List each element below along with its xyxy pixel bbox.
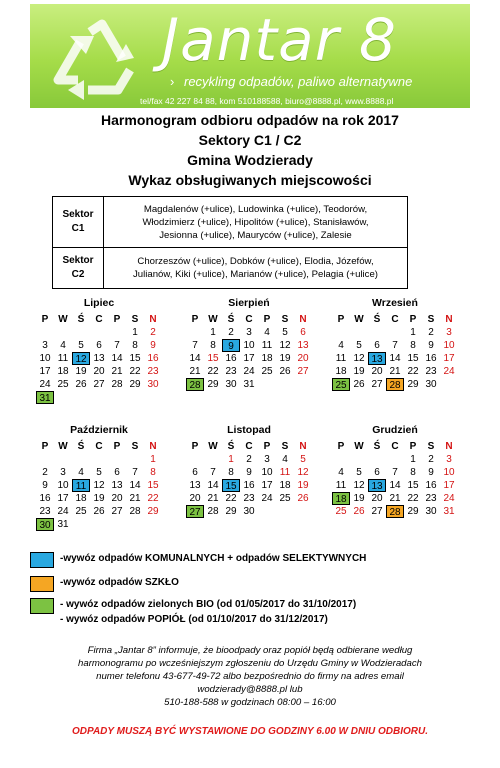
weekday-header: P (263, 441, 271, 452)
calendar-day: 25 (279, 493, 291, 504)
calendar-day: 26 (297, 493, 309, 504)
calendar-day: 15 (222, 479, 240, 492)
calendar-day: 30 (243, 506, 255, 517)
calendar-day: 7 (192, 340, 198, 351)
calendar-day: 18 (75, 493, 87, 504)
calendar-day: 11 (335, 353, 347, 364)
calendar-day: 21 (189, 366, 201, 377)
calendar-day: 16 (39, 493, 51, 504)
calendar-day: 30 (225, 379, 237, 390)
calendar-day: 9 (150, 340, 156, 351)
empty-cell (186, 453, 204, 466)
weekday-header: S (131, 314, 139, 325)
empty-cell (368, 326, 386, 339)
calendar-day: 19 (297, 480, 309, 491)
calendar-day: 27 (111, 506, 123, 517)
calendar-day: 26 (279, 366, 291, 377)
weekday-header: C (245, 441, 253, 452)
calendar-day: 27 (371, 506, 383, 517)
calendar-day: 16 (425, 353, 437, 364)
calendar-day: 21 (389, 493, 401, 504)
weekday-header: C (391, 441, 399, 452)
empty-cell (90, 326, 108, 339)
calendar-day: 2 (150, 327, 156, 338)
calendar-day: 17 (243, 353, 255, 364)
legend-swatch-blue (30, 552, 54, 568)
calendar-day: 5 (356, 467, 362, 478)
weekday-header: C (245, 314, 253, 325)
calendar-day: 15 (207, 353, 219, 364)
calendar-day: 31 (57, 519, 69, 530)
calendar-day: 24 (57, 506, 69, 517)
weekday-header: P (409, 314, 417, 325)
calendar-day: 22 (207, 366, 219, 377)
weekday-header: N (299, 314, 307, 325)
calendar-day: 22 (407, 366, 419, 377)
calendar-day: 13 (111, 480, 123, 491)
calendar-day: 25 (332, 378, 350, 391)
empty-cell (36, 453, 54, 466)
calendar-day: 5 (356, 340, 362, 351)
empty-cell (186, 326, 204, 339)
calendar-day: 18 (57, 366, 69, 377)
calendar-day: 14 (389, 353, 401, 364)
calendar-day: 19 (93, 493, 105, 504)
calendar-day: 28 (129, 506, 141, 517)
calendar-day: 3 (446, 454, 452, 465)
weekday-header: S (427, 314, 435, 325)
calendar-day: 22 (407, 493, 419, 504)
calendar-day: 8 (150, 467, 156, 478)
weekday-header: W (354, 314, 364, 325)
weekday-header: C (95, 314, 103, 325)
calendar-day: 2 (428, 454, 434, 465)
calendar-day: 10 (261, 467, 273, 478)
calendar-day: 22 (147, 493, 159, 504)
calendar-day: 16 (225, 353, 237, 364)
weekday-header: P (41, 441, 49, 452)
calendar-day: 6 (300, 327, 306, 338)
calendar-day: 19 (353, 366, 365, 377)
weekday-header: Ś (373, 314, 381, 325)
calendar-day: 27 (186, 505, 204, 518)
empty-cell (368, 453, 386, 466)
page-title: Harmonogram odbioru odpadów na rok 2017 (101, 112, 399, 128)
calendar-day: 7 (210, 467, 216, 478)
month-calendar-july (36, 297, 162, 404)
warning-text: ODPADY MUSZĄ BYĆ WYSTAWIONE DO GODZINY 6.00 W DNIU ODBIORU. (72, 726, 428, 737)
empty-cell (350, 453, 368, 466)
calendar-day: 19 (279, 353, 291, 364)
calendar-day: 9 (42, 480, 48, 491)
sectors-heading: Sektory C1 / C2 (198, 132, 302, 148)
calendar-day: 3 (60, 467, 66, 478)
weekday-header: P (113, 441, 121, 452)
calendar-day: 31 (243, 379, 255, 390)
calendar-day: 30 (147, 379, 159, 390)
brand-tagline: recykling odpadów, paliwo alternatywne (184, 74, 413, 89)
info-paragraph: Firma „Jantar 8” informuje, że bioodpady oraz popiół będą odbierane według harmonogramu po wcześniejszym zgłoszeniu do Urzędu Gminy w Wodzieradach numer telefonu 43-677-49-72 albo bezpośrednio do firmy na adres email wodzierady@8888.pl lub 510-188-588 w godzinach 08:00 – 16:00 (78, 645, 422, 708)
month-name: Sierpień (228, 297, 270, 309)
weekday-header: Ś (227, 314, 235, 325)
calendar-day: 16 (243, 480, 255, 491)
weekday-header: C (391, 314, 399, 325)
weekday-header: N (149, 314, 157, 325)
calendar-day: 27 (93, 379, 105, 390)
calendar-day: 3 (42, 340, 48, 351)
calendar-day: 23 (225, 366, 237, 377)
weekday-header: W (58, 314, 68, 325)
calendar-day: 14 (389, 480, 401, 491)
calendar-day: 23 (425, 493, 437, 504)
calendar-day: 3 (264, 454, 270, 465)
calendar-day: 6 (192, 467, 198, 478)
calendar-day: 1 (228, 454, 234, 465)
legend-swatch-green (30, 598, 54, 614)
calendar-day: 8 (210, 340, 216, 351)
calendar-day: 17 (57, 493, 69, 504)
calendar-day: 26 (75, 379, 87, 390)
month-calendar-december (332, 424, 458, 518)
month-name: Lipiec (83, 297, 115, 309)
calendar-day: 13 (368, 479, 386, 492)
weekday-header: S (281, 314, 289, 325)
calendar-day: 3 (246, 327, 252, 338)
weekday-header: S (281, 441, 289, 452)
calendar-day: 14 (129, 480, 141, 491)
calendar-day: 24 (443, 493, 455, 504)
weekday-header: P (41, 314, 49, 325)
day-grid (186, 313, 312, 391)
chevron-right-icon: › (170, 74, 175, 89)
weekday-header: Ś (77, 441, 85, 452)
calendar-day: 1 (132, 327, 138, 338)
calendar-day: 23 (39, 506, 51, 517)
calendar-day: 4 (282, 454, 288, 465)
calendar-day: 1 (410, 327, 416, 338)
calendar-day: 7 (114, 340, 120, 351)
calendar-day: 14 (207, 480, 219, 491)
sector-localities: Chorzeszów (+ulice), Dobków (+ulice), Elodia, Józefów, Julianów, Kiki (+ulice), Marianów (+ulice), Pelagia (+ulice) (104, 248, 408, 289)
calendar-day: 30 (425, 506, 437, 517)
calendar-day: 4 (338, 467, 344, 478)
calendar-day: 15 (147, 480, 159, 491)
localities-heading: Wykaz obsługiwanych miejscowości (128, 172, 372, 188)
calendar-day: 9 (428, 467, 434, 478)
calendar-day: 12 (279, 340, 291, 351)
calendar-day: 5 (78, 340, 84, 351)
calendar-day: 28 (386, 378, 404, 391)
header-banner (30, 4, 470, 108)
calendar-day: 18 (279, 480, 291, 491)
calendar-day: 11 (72, 479, 90, 492)
calendar-day: 2 (246, 454, 252, 465)
calendar-day: 9 (246, 467, 252, 478)
weekday-header: P (409, 441, 417, 452)
calendar-day: 12 (353, 480, 365, 491)
calendar-day: 21 (111, 366, 123, 377)
calendar-day: 9 (222, 339, 240, 352)
empty-cell (54, 453, 72, 466)
calendar-day: 10 (57, 480, 69, 491)
calendar-day: 28 (186, 378, 204, 391)
calendar-day: 28 (207, 506, 219, 517)
calendar-day: 16 (425, 480, 437, 491)
table-row (53, 248, 408, 289)
calendar-day: 27 (371, 379, 383, 390)
calendar-day: 15 (407, 480, 419, 491)
empty-cell (126, 453, 144, 466)
calendar-day: 2 (228, 327, 234, 338)
calendar-day: 10 (443, 467, 455, 478)
weekday-header: Ś (227, 441, 235, 452)
weekday-header: P (337, 314, 345, 325)
calendar-day: 20 (189, 493, 201, 504)
weekday-header: W (354, 441, 364, 452)
calendar-day: 12 (93, 480, 105, 491)
calendar-day: 29 (129, 379, 141, 390)
calendar-day: 31 (443, 506, 455, 517)
empty-cell (386, 453, 404, 466)
calendar-day: 26 (353, 379, 365, 390)
calendar-day: 24 (443, 366, 455, 377)
weekday-header: N (445, 441, 453, 452)
sector-label: Sektor C2 (53, 248, 104, 289)
calendar-day: 16 (147, 353, 159, 364)
calendar-day: 23 (243, 493, 255, 504)
calendar-day: 29 (147, 506, 159, 517)
calendar-day: 17 (443, 480, 455, 491)
calendar-day: 28 (386, 505, 404, 518)
calendar-day: 29 (407, 379, 419, 390)
calendar-day: 17 (39, 366, 51, 377)
calendar-day: 11 (335, 480, 347, 491)
calendar-day: 21 (389, 366, 401, 377)
legend-swatch-orange (30, 576, 54, 592)
calendar-day: 10 (243, 340, 255, 351)
weekday-header: W (58, 441, 68, 452)
calendar-day: 1 (410, 454, 416, 465)
calendar-day: 10 (443, 340, 455, 351)
calendar-day: 12 (72, 352, 90, 365)
calendar-day: 1 (150, 454, 156, 465)
calendar-day: 6 (374, 340, 380, 351)
sector-label: Sektor C1 (53, 197, 104, 248)
sector-localities: Magdalenów (+ulice), Ludowinka (+ulice), Teodorów, Włodzimierz (+ulice), Hipolitów (+ulice), Stanisławów, Jesionna (+ulice), Mauryców (+ulice), Zalesie (104, 197, 408, 248)
weekday-header: S (131, 441, 139, 452)
calendar-day: 30 (425, 379, 437, 390)
weekday-header: P (337, 441, 345, 452)
calendar-day: 23 (147, 366, 159, 377)
day-grid (332, 440, 458, 518)
calendar-day: 13 (297, 340, 309, 351)
empty-cell (72, 326, 90, 339)
calendar-day: 24 (39, 379, 51, 390)
calendar-day: 29 (207, 379, 219, 390)
calendar-day: 30 (36, 518, 54, 531)
calendar-day: 5 (282, 327, 288, 338)
calendar-day: 14 (111, 353, 123, 364)
weekday-header: P (113, 314, 121, 325)
calendar-day: 6 (114, 467, 120, 478)
calendar-day: 13 (189, 480, 201, 491)
calendar-day: 7 (392, 467, 398, 478)
recycle-icon (38, 10, 158, 106)
weekday-header: Ś (77, 314, 85, 325)
calendar-day: 25 (75, 506, 87, 517)
calendar-day: 13 (93, 353, 105, 364)
calendar-day: 21 (207, 493, 219, 504)
contact-line: tel/fax 42 227 84 88, kom 510188588, biuro@8888.pl, www.8888.pl (140, 96, 394, 106)
weekday-header: Ś (373, 441, 381, 452)
brand-name: Jantar 8 (162, 6, 397, 74)
month-name: Październik (70, 424, 128, 436)
calendar-day: 26 (93, 506, 105, 517)
calendar-day: 8 (410, 467, 416, 478)
month-calendar-october (36, 424, 162, 531)
weekday-header: C (95, 441, 103, 452)
calendar-day: 6 (96, 340, 102, 351)
month-calendar-november (186, 424, 312, 518)
sectors-table (52, 196, 408, 289)
calendar-day: 18 (261, 353, 273, 364)
calendar-day: 25 (261, 366, 273, 377)
calendar-day: 19 (75, 366, 87, 377)
calendar-day: 5 (96, 467, 102, 478)
calendar-day: 11 (279, 467, 291, 478)
empty-cell (204, 453, 222, 466)
calendar-day: 29 (225, 506, 237, 517)
calendar-day: 20 (297, 353, 309, 364)
empty-cell (108, 453, 126, 466)
month-name: Grudzień (372, 424, 418, 436)
table-row (53, 197, 408, 248)
calendar-day: 2 (42, 467, 48, 478)
calendar-day: 25 (335, 506, 347, 517)
calendar-day: 31 (36, 391, 54, 404)
calendar-day: 12 (297, 467, 309, 478)
empty-cell (386, 326, 404, 339)
calendar-day: 7 (392, 340, 398, 351)
calendar-day: 7 (132, 467, 138, 478)
empty-cell (72, 453, 90, 466)
calendar-day: 13 (368, 352, 386, 365)
calendar-day: 20 (111, 493, 123, 504)
calendar-day: 27 (297, 366, 309, 377)
calendar-day: 25 (57, 379, 69, 390)
calendar-day: 4 (264, 327, 270, 338)
weekday-header: P (191, 441, 199, 452)
calendar-day: 15 (407, 353, 419, 364)
calendar-day: 4 (78, 467, 84, 478)
calendar-day: 24 (243, 366, 255, 377)
calendar-day: 20 (93, 366, 105, 377)
weekday-header: S (427, 441, 435, 452)
calendar-day: 12 (353, 353, 365, 364)
calendar-day: 1 (210, 327, 216, 338)
month-name: Listopad (227, 424, 271, 436)
empty-cell (108, 326, 126, 339)
calendar-day: 4 (338, 340, 344, 351)
calendar-day: 21 (129, 493, 141, 504)
calendar-day: 20 (371, 366, 383, 377)
month-name: Wrzesień (372, 297, 418, 309)
municipality-heading: Gmina Wodzierady (187, 152, 313, 168)
weekday-header: N (299, 441, 307, 452)
empty-cell (350, 326, 368, 339)
day-grid (36, 313, 162, 404)
calendar-day: 20 (371, 493, 383, 504)
calendar-day: 6 (374, 467, 380, 478)
calendar-day: 22 (225, 493, 237, 504)
calendar-day: 10 (39, 353, 51, 364)
day-grid (186, 440, 312, 518)
calendar-day: 8 (228, 467, 234, 478)
weekday-header: N (445, 314, 453, 325)
empty-cell (36, 326, 54, 339)
calendar-day: 17 (443, 353, 455, 364)
day-grid (332, 313, 458, 391)
calendar-day: 3 (446, 327, 452, 338)
calendar-day: 11 (261, 340, 273, 351)
calendar-day: 15 (129, 353, 141, 364)
empty-cell (332, 453, 350, 466)
calendar-day: 18 (332, 492, 350, 505)
calendar-day: 9 (428, 340, 434, 351)
weekday-header: P (263, 314, 271, 325)
weekday-header: P (191, 314, 199, 325)
month-calendar-august (186, 297, 312, 391)
calendar-day: 8 (410, 340, 416, 351)
calendar-day: 14 (189, 353, 201, 364)
calendar-day: 5 (300, 454, 306, 465)
calendar-day: 17 (261, 480, 273, 491)
calendar-day: 26 (353, 506, 365, 517)
weekday-header: W (208, 314, 218, 325)
calendar-day: 2 (428, 327, 434, 338)
calendar-day: 11 (57, 353, 69, 364)
calendar-day: 29 (407, 506, 419, 517)
calendar-day: 23 (425, 366, 437, 377)
calendar-day: 24 (261, 493, 273, 504)
empty-cell (90, 453, 108, 466)
calendar-day: 8 (132, 340, 138, 351)
calendar-day: 22 (129, 366, 141, 377)
month-calendar-september (332, 297, 458, 391)
empty-cell (332, 326, 350, 339)
calendar-day: 4 (60, 340, 66, 351)
calendar-day: 19 (353, 493, 365, 504)
calendar-day: 18 (335, 366, 347, 377)
weekday-header: W (208, 441, 218, 452)
calendar-day: 28 (111, 379, 123, 390)
weekday-header: N (149, 441, 157, 452)
day-grid (36, 440, 162, 531)
empty-cell (54, 326, 72, 339)
